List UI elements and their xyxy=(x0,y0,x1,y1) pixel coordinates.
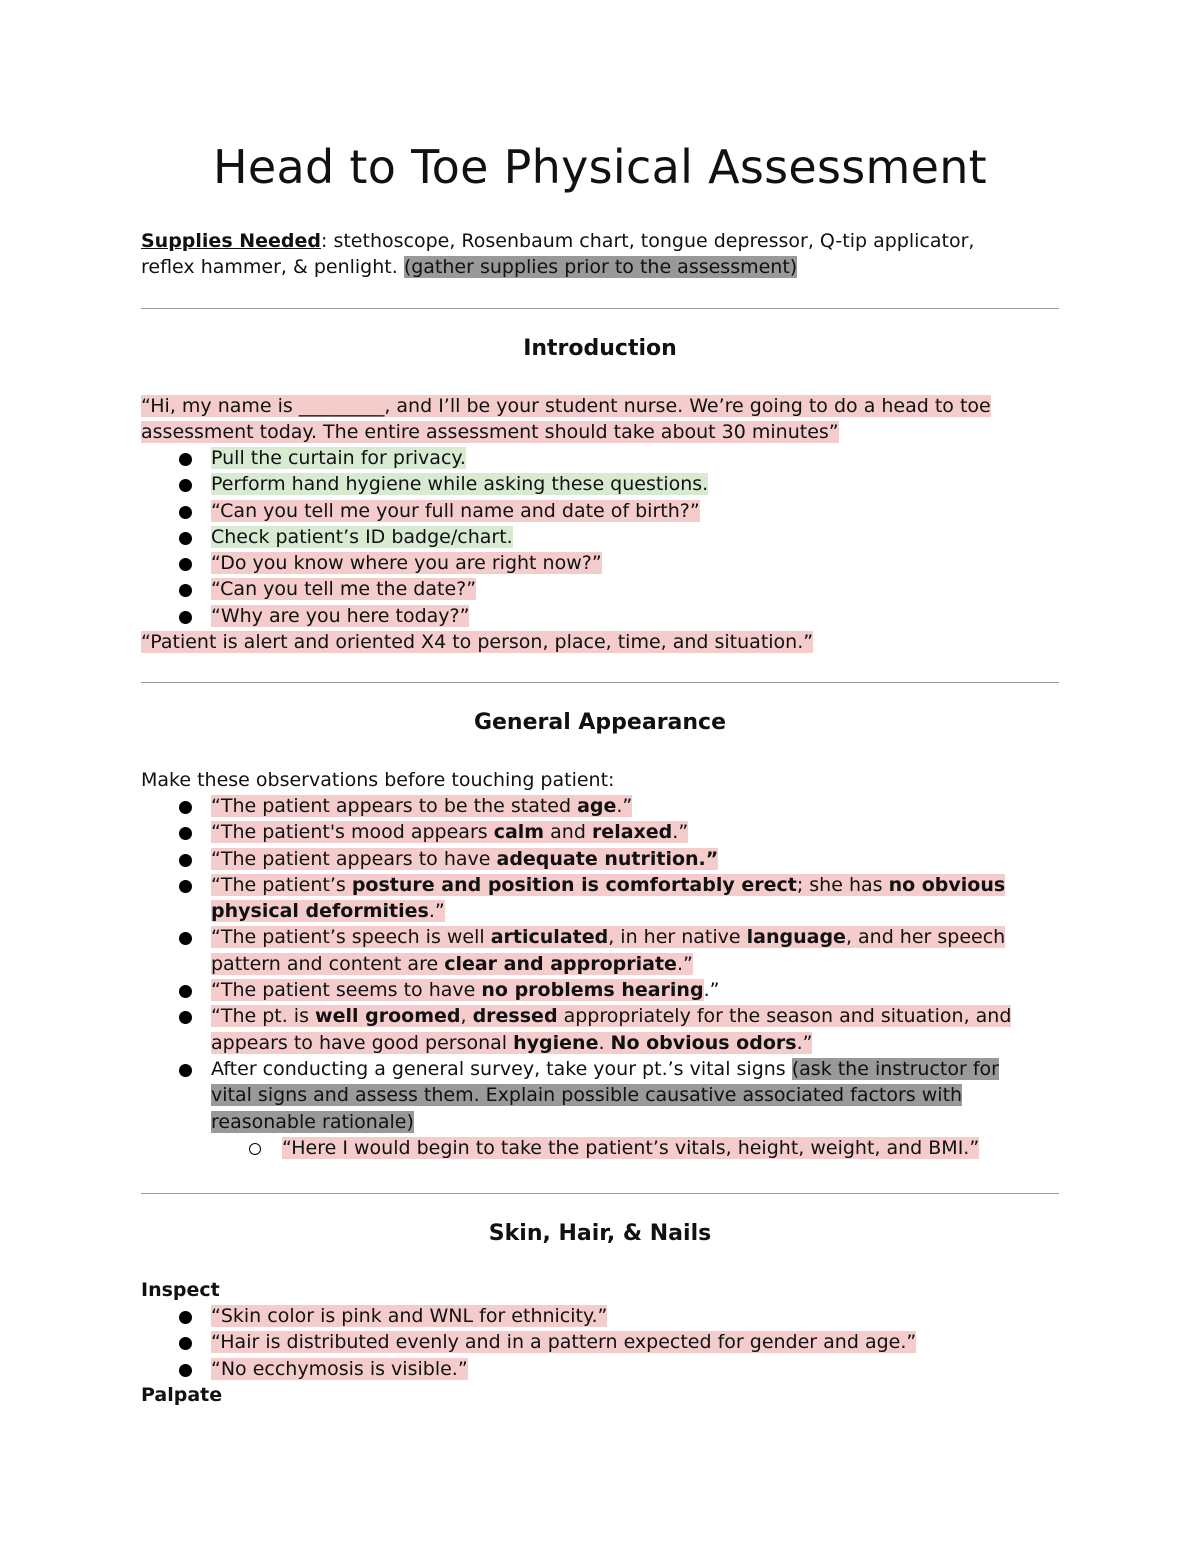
bullet-icon xyxy=(179,584,192,597)
introduction-heading: Introduction xyxy=(523,336,677,361)
list-item: “The patient seems to have no problems hearing.” xyxy=(141,977,1059,1003)
page-title: Head to Toe Physical Assessment xyxy=(212,140,988,194)
skin-hair-nails-body xyxy=(141,1277,1059,1408)
hollow-bullet-icon xyxy=(249,1143,261,1155)
list-item: Check patient’s ID badge/chart. xyxy=(141,524,1059,550)
bullet-icon xyxy=(179,854,192,867)
list-item: “The patient appears to have adequate nutrition.” xyxy=(141,846,1059,872)
inspect-list xyxy=(141,1303,1059,1382)
list-item: “Skin color is pink and WNL for ethnicity.” xyxy=(141,1303,1059,1329)
bullet-icon xyxy=(179,985,192,998)
list-item: Pull the curtain for privacy. xyxy=(141,445,1059,471)
supplies-list-cont: reflex hammer, & penlight. xyxy=(141,256,404,278)
divider xyxy=(141,308,1059,309)
supplies-section xyxy=(141,228,1059,280)
palpate-label: Palpate xyxy=(141,1383,223,1406)
list-item: After conducting a general survey, take your pt.’s vital signs (ask the instructor for vital signs and assess them. Explain possible causative associated factors with reasonable rationale) xyxy=(141,1056,1059,1135)
bullet-icon xyxy=(179,932,192,945)
greeting-quote: “Hi, my name is _________, and I’ll be your student nurse. We’re going to do a head to toe xyxy=(141,395,991,417)
bullet-icon xyxy=(179,1064,192,1077)
list-item: Perform hand hygiene while asking these questions. xyxy=(141,471,1059,497)
vitals-sublist xyxy=(141,1135,1059,1161)
divider xyxy=(141,682,1059,683)
skin-hair-nails-heading: Skin, Hair, & Nails xyxy=(488,1221,712,1246)
general-appearance-body xyxy=(141,767,1059,1161)
bullet-icon xyxy=(179,453,192,466)
list-item: “Why are you here today?” xyxy=(141,603,1059,629)
list-item: “Can you tell me the date?” xyxy=(141,576,1059,602)
bullet-icon xyxy=(179,558,192,571)
inspect-label: Inspect xyxy=(141,1279,220,1301)
list-item: “The pt. is well groomed, dressed appropriately for the season and situation, and appears to have good personal hygiene. No obvious odors.” xyxy=(141,1003,1059,1056)
bullet-icon xyxy=(179,611,192,624)
introduction-list xyxy=(141,445,1059,629)
divider xyxy=(141,1193,1059,1194)
list-item: “Hair is distributed evenly and in a pattern expected for gender and age.” xyxy=(141,1329,1059,1355)
supplies-note: (gather supplies prior to the assessment) xyxy=(403,256,798,278)
bullet-icon xyxy=(179,801,192,814)
bullet-icon xyxy=(179,506,192,519)
list-item: “The patient’s speech is well articulated, in her native language, and her speech pattern and content are clear and appropriate.” xyxy=(141,924,1059,977)
orientation-statement: “Patient is alert and oriented X4 to person, place, time, and situation.” xyxy=(141,631,814,654)
supplies-list: : stethoscope, Rosenbaum chart, tongue depressor, Q-tip applicator, xyxy=(321,230,975,252)
bullet-icon xyxy=(179,1011,192,1024)
bullet-icon xyxy=(179,479,192,492)
greeting-quote-cont: assessment today. The entire assessment should take about 30 minutes” xyxy=(141,421,839,443)
supplies-label: Supplies Needed xyxy=(141,230,322,252)
list-item: “The patient appears to be the stated age.” xyxy=(141,793,1059,819)
general-appearance-heading: General Appearance xyxy=(473,710,727,735)
list-item: “Here I would begin to take the patient’s vitals, height, weight, and BMI.” xyxy=(141,1135,1059,1161)
list-item: “Do you know where you are right now?” xyxy=(141,550,1059,576)
bullet-icon xyxy=(179,1337,192,1350)
bullet-icon xyxy=(179,1311,192,1324)
bullet-icon xyxy=(179,532,192,545)
list-item: “Can you tell me your full name and date of birth?” xyxy=(141,498,1059,524)
bullet-icon xyxy=(179,827,192,840)
bullet-icon xyxy=(179,1364,192,1377)
observation-intro: Make these observations before touching patient: xyxy=(141,769,615,791)
list-item: “The patient's mood appears calm and relaxed.” xyxy=(141,819,1059,845)
list-item: “No ecchymosis is visible.” xyxy=(141,1356,1059,1382)
bullet-icon xyxy=(179,880,192,893)
general-appearance-list xyxy=(141,793,1059,1135)
introduction-body xyxy=(141,393,1059,655)
list-item: “The patient’s posture and position is comfortably erect; she has no obvious physical deformities.” xyxy=(141,872,1059,925)
